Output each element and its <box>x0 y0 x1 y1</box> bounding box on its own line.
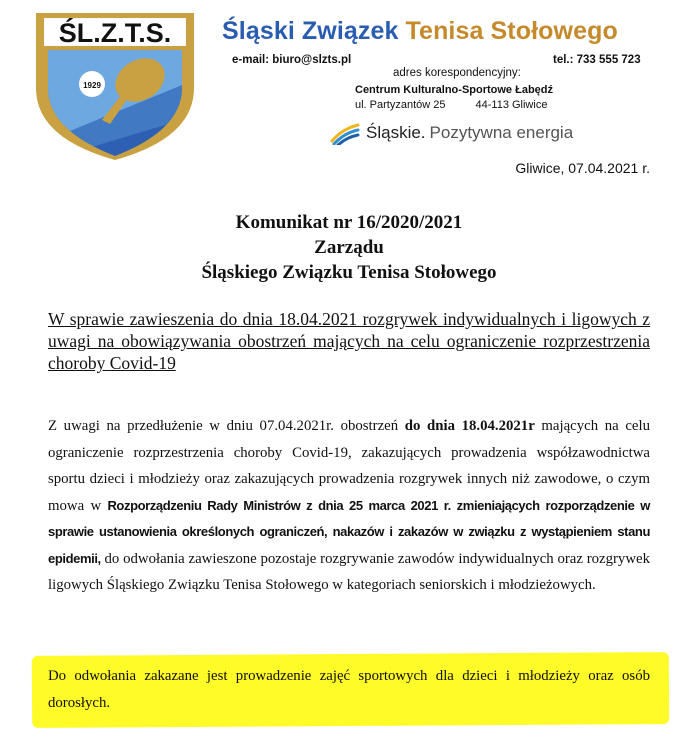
logo-year: 1929 <box>83 81 101 90</box>
address-line1: Centrum Kulturalno-Sportowe Łabędź <box>355 84 553 96</box>
org-name-part1: Śląski Związek <box>222 17 399 45</box>
body-paragraph <box>48 413 650 599</box>
document-date: Gliwice, 07.04.2021 r. <box>515 160 650 176</box>
subject-line: W sprawie zawieszenia do dnia 18.04.2021 rozgrywek indywidualnych i ligowych z uwagi na obowiązywania obostrzeń mających na celu ograniczenie rozprzestrzenia choroby Covid-19 <box>48 309 650 373</box>
title-line3: Śląskiego Związku Tenisa Stołowego <box>201 262 497 283</box>
slzts-logo <box>30 10 200 160</box>
sponsor-name: Śląskie. <box>366 123 426 142</box>
body-text-2: mających na celu ograniczenie rozprzestrzenia choroby Covid-19, zakazujących prowadzenia współzawodnictwa sportu dzieci i młodzieży oraz zakazujących prowadzenia rozgrywek innych niż zawodowe, o czym mowa w <box>48 418 650 514</box>
org-name-part2: Tenisa Stołowego <box>405 17 618 45</box>
slaskie-waves-icon <box>330 121 360 145</box>
slaskie-sponsor <box>330 118 573 148</box>
address-line2 <box>355 99 547 111</box>
address-city: 44-113 Gliwice <box>475 99 548 111</box>
body-text-3: do odwołania zawieszone pozostaje rozgrywanie zawodów indywidualnych oraz rozgrywek ligowych Śląskiego Związku Tenisa Stołowego w kategoriach seniorskich i młodzieżowych. <box>48 550 650 593</box>
org-name <box>222 17 618 46</box>
body-regulation: Rozporządzeniu Rady Ministrów z dnia 25 marca 2021 r. zmieniających rozporządzenie w sprawie ustanowienia określonych ograniczeń, nakazów i zakazów w związku z wystąpieniem stanu epidemii, <box>48 497 650 566</box>
body-text-1: Z uwagi na przedłużenie w dniu 07.04.2021r. obostrzeń <box>48 418 405 434</box>
document-title <box>0 210 698 285</box>
highlighted-note: Do odwołania zakazane jest prowadzenie zajęć sportowych dla dzieci i młodzieży oraz osób dorosłych. <box>48 668 650 711</box>
body-deadline: do dnia 18.04.2021r <box>404 418 535 434</box>
phone-number: tel.: 733 555 723 <box>553 54 641 66</box>
logo-text: ŚL.Z.T.S. <box>58 18 172 48</box>
title-line1: Komunikat nr 16/2020/2021 <box>235 212 463 233</box>
title-line2: Zarządu <box>314 237 384 258</box>
address-street: ul. Partyzantów 25 <box>355 99 446 111</box>
address-label: adres korespondencyjny: <box>393 67 521 79</box>
email-address[interactable]: e-mail: biuro@slzts.pl <box>232 54 352 66</box>
sponsor-motto: Pozytywna energia <box>429 123 574 142</box>
